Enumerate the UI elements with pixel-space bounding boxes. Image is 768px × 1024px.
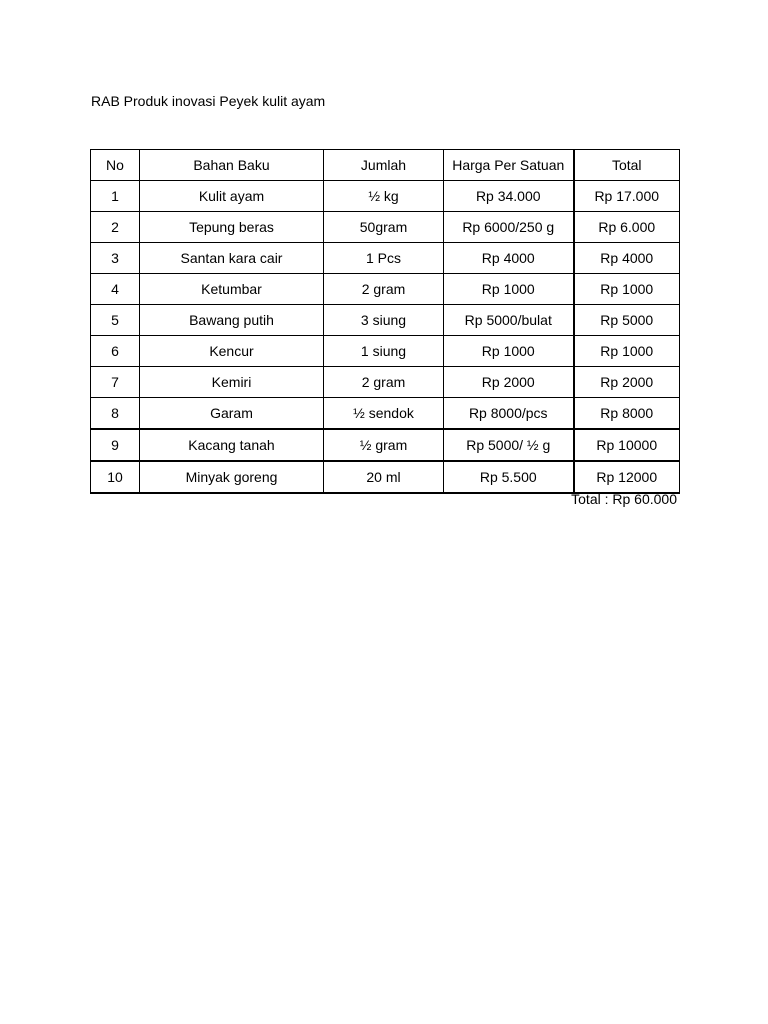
cell-no: 8 (91, 398, 140, 430)
table-row (91, 336, 680, 367)
cell-total: Rp 5000 (574, 305, 680, 336)
table-row (91, 212, 680, 243)
header-total: Total (574, 150, 680, 181)
cell-harga: Rp 5000/bulat (444, 305, 574, 336)
cell-harga: Rp 4000 (444, 243, 574, 274)
table-row (91, 398, 680, 430)
cell-harga: Rp 2000 (444, 367, 574, 398)
cell-total: Rp 1000 (574, 274, 680, 305)
cell-jumlah: 3 siung (324, 305, 444, 336)
cell-bahan-baku: Minyak goreng (140, 461, 324, 493)
table-row (91, 305, 680, 336)
cell-jumlah: 50gram (324, 212, 444, 243)
cell-total: Rp 17.000 (574, 181, 680, 212)
cell-harga: Rp 6000/250 g (444, 212, 574, 243)
cell-jumlah: 2 gram (324, 367, 444, 398)
cell-total: Rp 8000 (574, 398, 680, 430)
cell-harga: Rp 5.500 (444, 461, 574, 493)
cell-jumlah: 1 Pcs (324, 243, 444, 274)
cell-bahan-baku: Bawang putih (140, 305, 324, 336)
cell-harga: Rp 34.000 (444, 181, 574, 212)
table-row (91, 367, 680, 398)
cell-total: Rp 1000 (574, 336, 680, 367)
header-no: No (91, 150, 140, 181)
cell-harga: Rp 8000/pcs (444, 398, 574, 430)
cell-total: Rp 10000 (574, 429, 680, 461)
cell-no: 9 (91, 429, 140, 461)
cell-jumlah: 1 siung (324, 336, 444, 367)
cell-no: 3 (91, 243, 140, 274)
cell-no: 1 (91, 181, 140, 212)
header-jumlah: Jumlah (324, 150, 444, 181)
rab-table (90, 149, 680, 494)
header-bahan-baku: Bahan Baku (140, 150, 324, 181)
table-row (91, 181, 680, 212)
cell-bahan-baku: Garam (140, 398, 324, 430)
cell-total: Rp 4000 (574, 243, 680, 274)
cell-no: 2 (91, 212, 140, 243)
header-harga-per-satuan: Harga Per Satuan (444, 150, 574, 181)
cell-no: 7 (91, 367, 140, 398)
cell-harga: Rp 1000 (444, 274, 574, 305)
cell-bahan-baku: Kacang tanah (140, 429, 324, 461)
cell-jumlah: 20 ml (324, 461, 444, 493)
cell-bahan-baku: Kulit ayam (140, 181, 324, 212)
cell-total: Rp 6.000 (574, 212, 680, 243)
document-title: RAB Produk inovasi Peyek kulit ayam (91, 93, 326, 109)
cell-jumlah: ½ gram (324, 429, 444, 461)
cell-harga: Rp 1000 (444, 336, 574, 367)
cell-bahan-baku: Santan kara cair (140, 243, 324, 274)
cell-jumlah: ½ kg (324, 181, 444, 212)
cell-bahan-baku: Kencur (140, 336, 324, 367)
table-row (91, 461, 680, 493)
table-row (91, 429, 680, 461)
cell-jumlah: ½ sendok (324, 398, 444, 430)
cell-total: Rp 2000 (574, 367, 680, 398)
cell-no: 6 (91, 336, 140, 367)
cell-bahan-baku: Kemiri (140, 367, 324, 398)
cell-bahan-baku: Tepung beras (140, 212, 324, 243)
cell-harga: Rp 5000/ ½ g (444, 429, 574, 461)
cell-no: 10 (91, 461, 140, 493)
cell-jumlah: 2 gram (324, 274, 444, 305)
cell-no: 5 (91, 305, 140, 336)
table-row (91, 274, 680, 305)
table-row (91, 243, 680, 274)
cell-no: 4 (91, 274, 140, 305)
cell-bahan-baku: Ketumbar (140, 274, 324, 305)
grand-total: Total : Rp 60.000 (571, 491, 677, 507)
table-header-row (91, 150, 680, 181)
cell-total: Rp 12000 (574, 461, 680, 493)
